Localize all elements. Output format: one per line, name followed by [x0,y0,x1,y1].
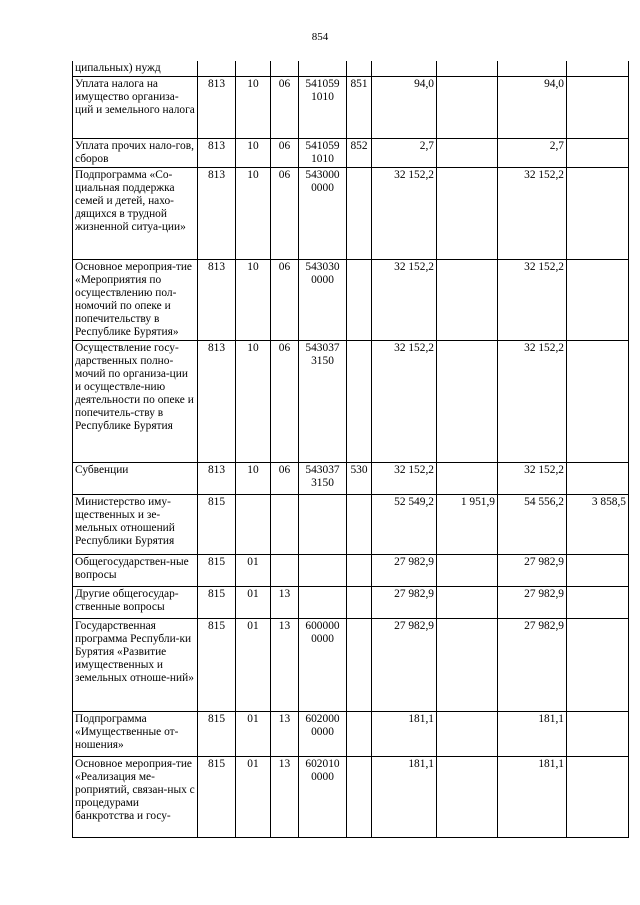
cell-sum-3: 32 152,2 [498,260,567,341]
cell-gr: 815 [198,757,236,838]
cell-pr [271,61,299,77]
cell-pr: 06 [271,77,299,139]
cell-name: Осуществление госу-дарственных полно-мочий по организа-ции и осуществле-нию деятельности по опеке и попечитель-ству в Республике Бурятия [73,341,198,463]
cell-name: Субвенции [73,463,198,495]
cell-sum-4 [567,619,629,712]
table-row [73,168,629,260]
cell-pr [271,495,299,555]
cell-sum-2 [437,341,498,463]
cell-pr: 06 [271,260,299,341]
cell-sum-1: 27 982,9 [372,619,437,712]
cell-csr [299,587,347,619]
cell-name: Подпрограмма «Имущественные от-ношения» [73,712,198,757]
cell-sum-3: 27 982,9 [498,619,567,712]
cell-name: Государственная программа Республи-ки Бурятия «Развитие имущественных и земельных отноше-ний» [73,619,198,712]
cell-sum-2 [437,587,498,619]
cell-pr: 13 [271,587,299,619]
cell-sum-3: 32 152,2 [498,168,567,260]
page-number: 854 [311,31,329,43]
cell-csr: 600000 0000 [299,619,347,712]
cell-sum-2 [437,757,498,838]
budget-table [72,61,629,838]
cell-name: Министерство иму-щественных и зе-мельных отношений Республики Бурятия [73,495,198,555]
cell-name: Основное мероприя-тие «Реализация ме-роприятий, связан-ных с процедурами банкротства и госу- [73,757,198,838]
cell-vr [347,619,372,712]
table-row [73,712,629,757]
cell-sum-1: 27 982,9 [372,555,437,587]
cell-csr [299,495,347,555]
cell-sum-1: 2,7 [372,139,437,168]
cell-sum-4 [567,555,629,587]
cell-sum-4 [567,168,629,260]
cell-sum-3: 32 152,2 [498,463,567,495]
cell-sum-4 [567,77,629,139]
cell-sum-2 [437,61,498,77]
cell-sum-1 [372,61,437,77]
table-row [73,495,629,555]
cell-name: Уплата налога на имущество организа-ций и земельного налога [73,77,198,139]
cell-sum-1: 181,1 [372,757,437,838]
cell-sum-3: 54 556,2 [498,495,567,555]
cell-gr: 813 [198,168,236,260]
cell-sum-4 [567,61,629,77]
table-row [73,757,629,838]
cell-vr [347,712,372,757]
table-row [73,260,629,341]
cell-name: ципальных) нужд [73,61,198,77]
cell-gr: 813 [198,139,236,168]
cell-sum-2 [437,260,498,341]
cell-vr: 852 [347,139,372,168]
cell-sum-4 [567,712,629,757]
table-row [73,463,629,495]
cell-sum-4 [567,757,629,838]
cell-sum-1: 181,1 [372,712,437,757]
cell-sum-4 [567,139,629,168]
cell-csr: 543000 0000 [299,168,347,260]
cell-pr: 06 [271,463,299,495]
cell-rz: 10 [236,77,271,139]
cell-csr: 541059 1010 [299,77,347,139]
cell-rz: 01 [236,712,271,757]
cell-vr [347,587,372,619]
cell-vr: 530 [347,463,372,495]
table-row [73,61,629,77]
cell-name: Общегосударствен-ные вопросы [73,555,198,587]
cell-gr: 815 [198,619,236,712]
cell-vr [347,495,372,555]
cell-sum-3: 181,1 [498,712,567,757]
cell-rz: 01 [236,587,271,619]
cell-sum-3: 27 982,9 [498,587,567,619]
cell-rz: 10 [236,341,271,463]
cell-sum-2 [437,712,498,757]
cell-sum-3 [498,61,567,77]
cell-sum-2: 1 951,9 [437,495,498,555]
cell-gr: 815 [198,555,236,587]
cell-name: Уплата прочих нало-гов, сборов [73,139,198,168]
cell-sum-1: 32 152,2 [372,168,437,260]
cell-rz [236,61,271,77]
cell-sum-3: 94,0 [498,77,567,139]
cell-gr: 815 [198,712,236,757]
cell-gr: 815 [198,587,236,619]
cell-sum-1: 94,0 [372,77,437,139]
cell-sum-1: 32 152,2 [372,260,437,341]
cell-sum-2 [437,555,498,587]
cell-vr [347,555,372,587]
cell-gr: 813 [198,260,236,341]
cell-csr: 543037 3150 [299,341,347,463]
cell-rz: 01 [236,757,271,838]
table-row [73,139,629,168]
cell-sum-4 [567,341,629,463]
table-row [73,587,629,619]
cell-rz: 01 [236,619,271,712]
cell-pr: 06 [271,168,299,260]
cell-sum-3: 2,7 [498,139,567,168]
cell-rz: 01 [236,555,271,587]
cell-pr: 13 [271,757,299,838]
table-row [73,619,629,712]
cell-vr [347,168,372,260]
cell-sum-3: 32 152,2 [498,341,567,463]
cell-sum-1: 32 152,2 [372,463,437,495]
table-body [73,61,629,838]
cell-rz: 10 [236,139,271,168]
cell-sum-1: 27 982,9 [372,587,437,619]
cell-csr [299,61,347,77]
cell-gr: 813 [198,77,236,139]
cell-pr: 06 [271,139,299,168]
cell-csr: 543037 3150 [299,463,347,495]
cell-rz [236,495,271,555]
table-row [73,555,629,587]
cell-sum-2 [437,139,498,168]
cell-sum-4 [567,463,629,495]
cell-sum-2 [437,168,498,260]
cell-name: Основное мероприя-тие «Мероприятия по осуществлению пол-номочий по опеке и попечительству в Республике Бурятия» [73,260,198,341]
cell-sum-3: 181,1 [498,757,567,838]
cell-csr: 602010 0000 [299,757,347,838]
cell-csr: 543030 0000 [299,260,347,341]
cell-pr: 06 [271,341,299,463]
cell-pr: 13 [271,619,299,712]
cell-sum-1: 52 549,2 [372,495,437,555]
cell-gr: 813 [198,341,236,463]
cell-name: Другие общегосудар-ственные вопросы [73,587,198,619]
cell-gr: 815 [198,495,236,555]
cell-rz: 10 [236,463,271,495]
cell-gr [198,61,236,77]
cell-csr: 541059 1010 [299,139,347,168]
cell-sum-2 [437,463,498,495]
cell-pr: 13 [271,712,299,757]
cell-gr: 813 [198,463,236,495]
cell-vr [347,260,372,341]
cell-sum-2 [437,619,498,712]
cell-sum-3: 27 982,9 [498,555,567,587]
cell-pr [271,555,299,587]
table-row [73,77,629,139]
cell-vr [347,61,372,77]
cell-vr [347,757,372,838]
cell-rz: 10 [236,260,271,341]
cell-sum-1: 32 152,2 [372,341,437,463]
cell-name: Подпрограмма «Со-циальная поддержка семей и детей, нахо-дящихся в трудной жизненной ситуа-ции» [73,168,198,260]
cell-sum-4: 3 858,5 [567,495,629,555]
cell-csr [299,555,347,587]
cell-csr: 602000 0000 [299,712,347,757]
cell-sum-4 [567,260,629,341]
cell-sum-2 [437,77,498,139]
cell-rz: 10 [236,168,271,260]
cell-vr: 851 [347,77,372,139]
cell-sum-4 [567,587,629,619]
cell-vr [347,341,372,463]
table-row [73,341,629,463]
